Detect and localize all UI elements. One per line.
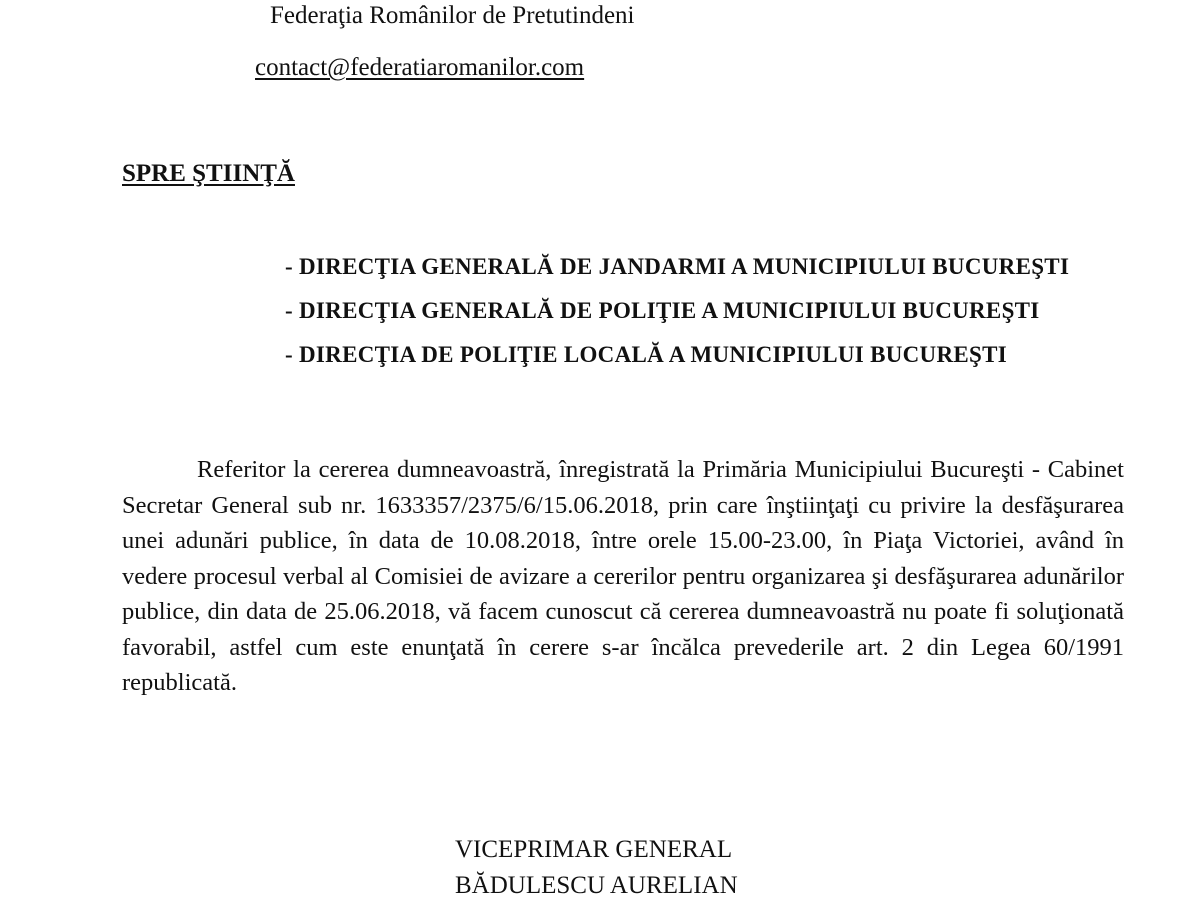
signatory-name: BĂDULESCU AURELIAN [455,872,738,899]
sender-name: Federaţia Românilor de Pretutindeni [270,2,635,29]
signature-block [455,832,738,904]
recipient-item: - DIRECŢIA GENERALĂ DE JANDARMI A MUNICIPIULUI BUCUREŞTI [285,254,1070,279]
recipient-item: - DIRECŢIA GENERALĂ DE POLIŢIE A MUNICIPIULUI BUCUREŞTI [285,298,1040,323]
body-paragraph: Referitor la cererea dumneavoastră, înregistrată la Primăria Municipiului Bucureşti - Cabinet Secretar General sub nr. 1633357/2375/6/15.06.2018, prin care înştiinţaţi cu privire la desfăşurarea unei adunări publice, în data de 10.08.2018, între orele 15.00-23.00, în Piaţa Victoriei, având în vedere procesul verbal al Comisiei de avizare a cererilor pentru organizarea şi desfăşurarea adunărilor publice, din data de 25.06.2018, vă facem cunoscut că cererea dumneavoastră nu poate fi soluţionată favorabil, astfel cum este enunţată în cerere s-ar încălca prevederile art. 2 din Legea 60/1991 republicată. [122,456,1124,696]
cc-heading: SPRE ŞTIINŢĂ [122,160,295,187]
signatory-title: VICEPRIMAR GENERAL [455,836,733,863]
letter-body [122,452,1124,701]
sender-email: contact@federatiaromanilor.com [255,54,585,81]
recipient-item: - DIRECŢIA DE POLIŢIE LOCALĂ A MUNICIPIULUI BUCUREŞTI [285,342,1008,367]
recipient-list [285,252,1069,384]
